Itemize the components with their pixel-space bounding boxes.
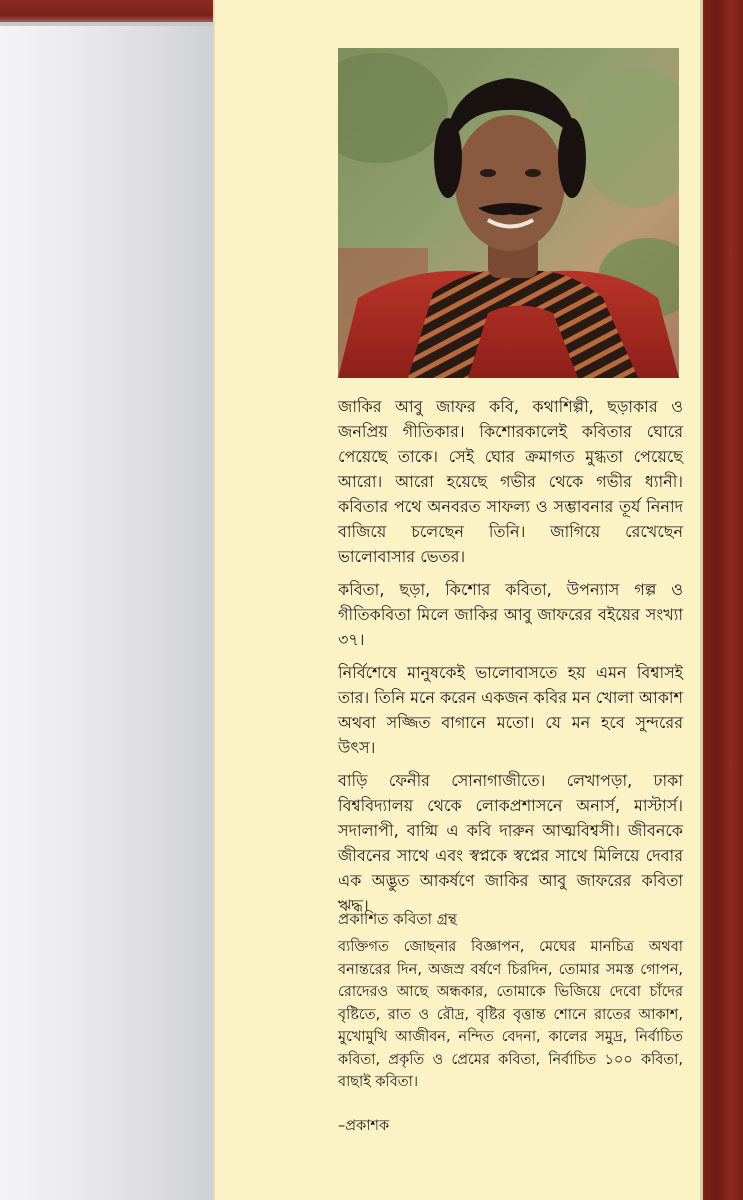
author-bio — [338, 394, 683, 926]
cover-edge-strip — [0, 0, 213, 22]
published-books-list: ব্যক্তিগত জোছনার বিজ্ঞাপন, মেঘের মানচিত্র অথবা বনান্তরের দিন, অজস্র বর্ষণে চিরদিন, তোমার সমস্ত গোপন, রোদেরও আছে অন্ধকার, তোমাকে ভিজিয়ে দেবো চাঁদের বৃষ্টিতে, রাত ও রৌদ্র, বৃষ্টির বৃত্তান্ত শোনে রাতের আকাশ, মুখোমুখি আজীবন, নন্দিত বেদনা, কালের সমুদ্র, নির্বাচিত কবিতা, প্রকৃতি ও প্রেমের কবিতা, নির্বাচিত ১০০ কবিতা, বাছাই কবিতা। — [338, 939, 683, 1090]
publisher-signature: –প্রকাশক — [338, 1118, 390, 1134]
bio-paragraph: নির্বিশেষে মানুষকেই ভালোবাসতে হয় এমন বিশ্বাসই তার। তিনি মনে করেন একজন কবির মন খোলা আকাশ অথবা সজ্জিত বাগানে মতো। যে মন হবে সুন্দরের উৎস। — [338, 663, 683, 757]
bio-paragraph: জাকির আবু জাফর কবি, কথাশিল্পী, ছড়াকার ও জনপ্রিয় গীতিকার। কিশোরকালেই কবিতার ঘোরে পেয়েছে তাকে। সেই ঘোর ক্রমাগত মুগ্ধতা পেয়েছে আরো। আরো হয়েছে গভীর থেকে গভীর ধ্যানী। কবিতার পথে অনবরত সাফল্য ও সম্ভাবনার তূর্য নিনাদ বাজিয়ে চলেছেন তিনি। জাগিয়ে রেখেছেন ভালোবাসার ভেতর। — [338, 397, 683, 566]
scanner-background — [0, 0, 213, 1200]
book-spine — [703, 0, 743, 1200]
published-books-heading: প্রকাশিত কবিতা গ্রন্থ — [338, 910, 457, 928]
bio-paragraph: কবিতা, ছড়া, কিশোর কবিতা, উপন্যাস গল্প ও গীতিকবিতা মিলে জাকির আবু জাফরের বইয়ের সংখ্যা ৩৭। — [338, 580, 683, 649]
scanner-shadow-line — [0, 22, 213, 26]
bio-paragraph: বাড়ি ফেনীর সোনাগাজীতে। লেখাপড়া, ঢাকা বিশ্ববিদ্যালয় থেকে লোকপ্রশাসনে অনার্স, মাস্টার্স। সদালাপী, বাগ্মি এ কবি দারুন আত্মবিশ্বসী। জীবনকে জীবনের সাথে এবং স্বপ্নকে স্বপ্নের সাথে মিলিয়ে দেবার এক অদ্ভুত আকর্ষণে জাকির আবু জাফরের কবিতা ঋদ্ধ। — [338, 771, 683, 915]
author-photo — [338, 48, 679, 378]
